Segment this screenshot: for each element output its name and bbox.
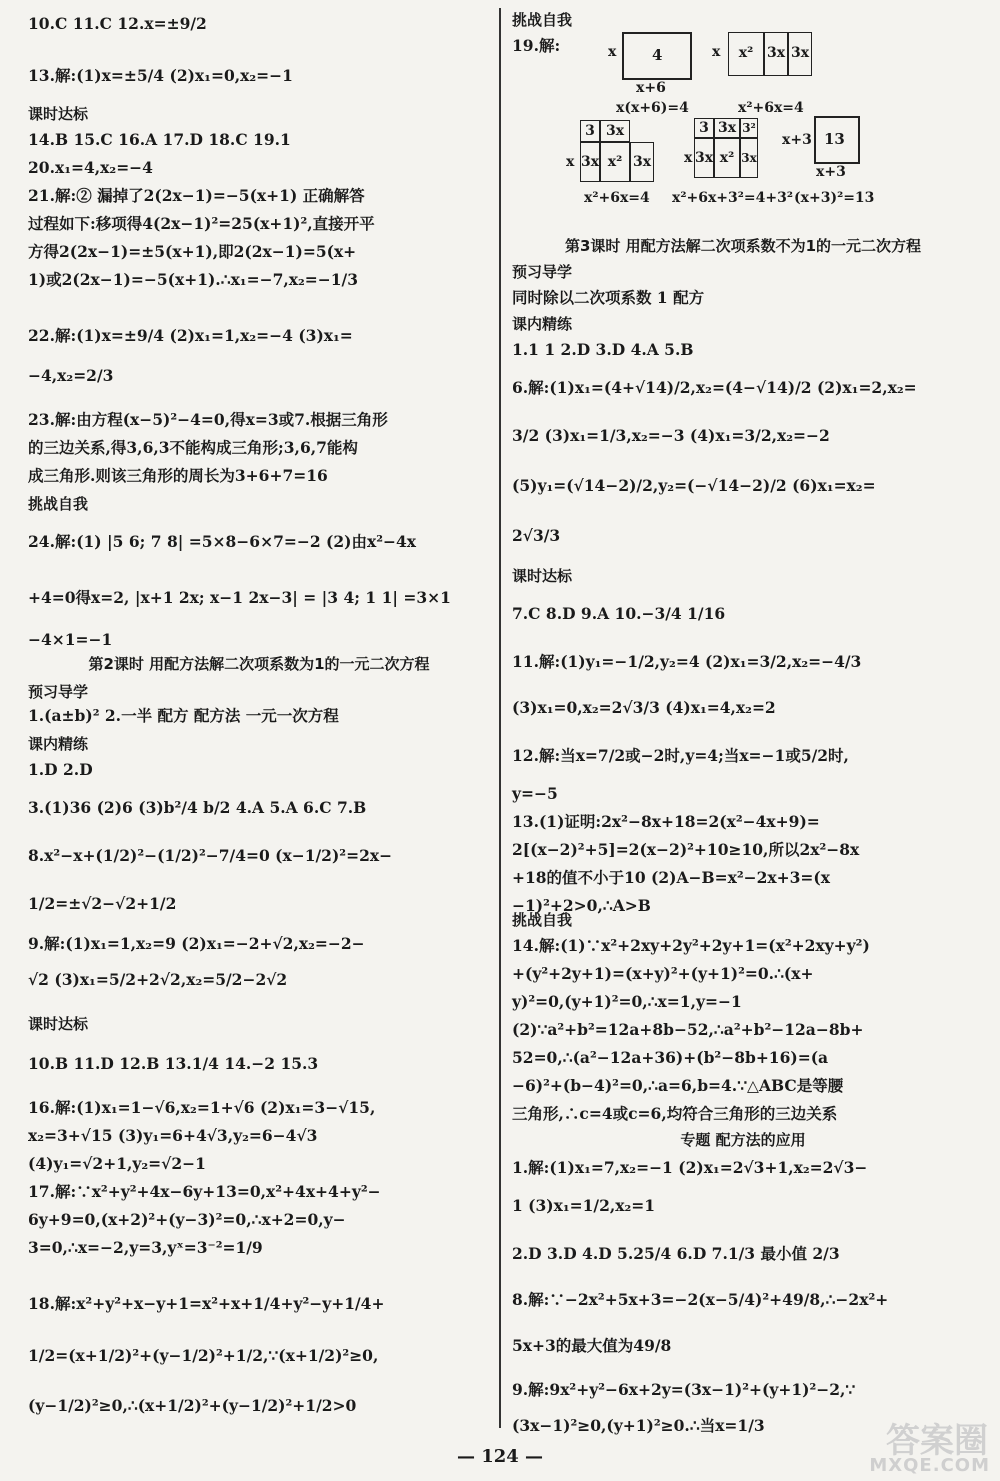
answer-line: 7.C 8.D 9.A 10.−3/4 1/16 xyxy=(512,604,726,623)
answer-line: 12.解:当x=7/2或−2时,y=4;当x=−1或5/2时, xyxy=(512,746,849,765)
answer-line: 13.(1)证明:2x²−8x+18=2(x²−4x+9)= xyxy=(512,812,820,831)
d5-area: 13 xyxy=(824,130,845,148)
answer-line: 14.B 15.C 16.A 17.D 18.C 19.1 xyxy=(28,130,291,149)
lesson-title: 第2课时 用配方法解二次项系数为1的一元二次方程 xyxy=(88,655,430,673)
answer-line: 成三角形.则该三角形的周长为3+6+7=16 xyxy=(28,466,328,485)
d3-side-label: x xyxy=(566,154,575,170)
answer-line: (3)x₁=0,x₂=2√3/3 (4)x₁=4,x₂=2 xyxy=(512,698,776,717)
section-heading: 预习导学 xyxy=(28,683,89,701)
d2-cell: 3x xyxy=(764,32,788,76)
answer-line: 24.解:(1) |5 6; 7 8| =5×8−6×7=−2 (2)由x²−4x xyxy=(28,532,416,551)
answer-line: y)²=0,(y+1)²=0,∴x=1,y=−1 xyxy=(512,992,742,1011)
d2-cell: 3x xyxy=(788,32,812,76)
section-heading: 课时达标 xyxy=(512,567,573,585)
answer-line: √2 (3)x₁=5/2+2√2,x₂=5/2−2√2 xyxy=(28,970,288,989)
answer-line: (y−1/2)²≥0,∴(x+1/2)²+(y−1/2)²+1/2>0 xyxy=(28,1396,357,1415)
answer-line: +(y²+2y+1)=(x+y)²+(y+1)²=0.∴(x+ xyxy=(512,964,814,983)
left-column xyxy=(28,0,490,1420)
answer-line: 1/2=(x+1/2)²+(y−1/2)²+1/2,∵(x+1/2)²≥0, xyxy=(28,1346,379,1365)
answer-line: 方得2(2x−1)=±5(x+1),即2(2x−1)=5(x+ xyxy=(28,242,357,261)
answer-line: (3x−1)²≥0,(y+1)²≥0.∴当x=1/3 xyxy=(512,1416,765,1435)
answer-line: (5)y₁=(√14−2)/2,y₂=(−√14−2)/2 (6)x₁=x₂= xyxy=(512,476,876,495)
answer-line: x₂=3+√15 (3)y₁=6+4√3,y₂=6−4√3 xyxy=(28,1126,318,1145)
d4-cell: 3² xyxy=(740,118,758,138)
answer-line: 6y+9=0,(x+2)²+(y−3)²=0,∴x+2=0,y− xyxy=(28,1210,346,1229)
d4-cell: 3x xyxy=(740,138,758,178)
lesson-title: 第3课时 用配方法解二次项系数不为1的一元二次方程 xyxy=(564,237,922,255)
answer-line: 20.x₁=4,x₂=−4 xyxy=(28,158,153,177)
answer-line: 10.B 11.D 12.B 13.1/4 14.−2 15.3 xyxy=(28,1054,319,1073)
answer-line: 6.解:(1)x₁=(4+√14)/2,x₂=(4−√14)/2 (2)x₁=2,x₂= xyxy=(512,378,917,397)
answer-line: 3/2 (3)x₁=1/3,x₂=−3 (4)x₁=3/2,x₂=−2 xyxy=(512,426,830,445)
answer-line: 3=0,∴x=−2,y=3,yˣ=3⁻²=1/9 xyxy=(28,1238,263,1257)
completing-square-diagrams xyxy=(512,30,974,230)
answer-line: 的三边关系,得3,6,3不能构成三角形;3,6,7能构 xyxy=(28,438,358,457)
answer-line: −6)²+(b−4)²=0,∴a=6,b=4.∵△ABC是等腰 xyxy=(512,1076,844,1095)
watermark-logo-text: 答案圈 xyxy=(886,1421,988,1461)
answer-line: 1.D 2.D xyxy=(28,760,93,779)
answer-line: 2[(x−2)²+5]=2(x−2)²+10≥10,所以2x²−8x xyxy=(512,840,860,859)
answer-line: 过程如下:移项得4(2x−1)²=25(x+1)²,直接开平 xyxy=(28,214,375,233)
section-heading: 课内精练 xyxy=(512,315,573,333)
section-heading: 挑战自我 xyxy=(512,911,573,929)
answer-line: (2)∵a²+b²=12a+8b−52,∴a²+b²−12a−8b+ xyxy=(512,1020,864,1039)
answer-line: 5x+3的最大值为49/8 xyxy=(512,1336,672,1355)
d4-cell: 3 xyxy=(694,118,714,138)
answer-line: 2√3/3 xyxy=(512,526,561,545)
d4-caption: x²+6x+3²=4+3² xyxy=(672,190,793,206)
d5-rect xyxy=(814,116,860,164)
d1-side-label: x xyxy=(608,44,617,60)
answer-line: 13.解:(1)x=±5/4 (2)x₁=0,x₂=−1 xyxy=(28,66,293,85)
d4-cell: x² xyxy=(714,138,740,178)
d5-caption: (x+3)²=13 xyxy=(794,190,875,206)
d5-side-label: x+3 xyxy=(782,132,812,148)
section-heading: 课内精练 xyxy=(28,735,89,753)
d1-bottom-label: x+6 xyxy=(636,80,666,96)
answer-line: 9.解:(1)x₁=1,x₂=9 (2)x₁=−2+√2,x₂=−2− xyxy=(28,934,365,953)
answer-line: 1.(a±b)² 2.一半 配方 配方法 一元一次方程 xyxy=(28,706,339,725)
answer-line: 1)或2(2x−1)=−5(x+1).∴x₁=−7,x₂=−1/3 xyxy=(28,270,358,289)
d3-caption: x²+6x=4 xyxy=(584,190,650,206)
section-heading: 课时达标 xyxy=(28,105,89,123)
answer-line: (4)y₁=√2+1,y₂=√2−1 xyxy=(28,1154,206,1173)
answer-line: 3.(1)36 (2)6 (3)b²/4 b/2 4.A 5.A 6.C 7.B xyxy=(28,798,367,817)
answer-line: 2.D 3.D 4.D 5.25/4 6.D 7.1/3 最小值 2/3 xyxy=(512,1244,840,1263)
answer-line: 16.解:(1)x₁=1−√6,x₂=1+√6 (2)x₁=3−√15, xyxy=(28,1098,376,1117)
d2-cell: x² xyxy=(728,32,764,76)
answer-line: 同时除以二次项系数 1 配方 xyxy=(512,288,705,307)
answer-line: +4=0得x=2, |x+1 2x; x−1 2x−3| = |3 4; 1 1| =3×1 xyxy=(28,588,451,607)
section-heading: 课时达标 xyxy=(28,1015,89,1033)
answer-line: 9.解:9x²+y²−6x+2y=(3x−1)²+(y+1)²−2,∵ xyxy=(512,1380,856,1399)
answer-line: 19.解: xyxy=(512,36,561,55)
answer-line: 18.解:x²+y²+x−y+1=x²+x+1/4+y²−y+1/4+ xyxy=(28,1294,385,1313)
d4-cell: 3x xyxy=(694,138,714,178)
d3-cell: 3x xyxy=(600,120,630,142)
answer-line: 8.解:∵−2x²+5x+3=−2(x−5/4)²+49/8,∴−2x²+ xyxy=(512,1290,889,1309)
d3-cell: 3x xyxy=(630,142,654,182)
d4-side-label: x xyxy=(684,150,693,166)
answer-line: −1)²+2>0,∴A>B xyxy=(512,896,651,915)
d3-cell: 3 xyxy=(580,120,600,142)
answer-line: 1.解:(1)x₁=7,x₂=−1 (2)x₁=2√3+1,x₂=2√3− xyxy=(512,1158,868,1177)
d1-caption: x(x+6)=4 xyxy=(616,100,689,116)
answer-line: 三角形,∴c=4或c=6,均符合三角形的三边关系 xyxy=(512,1104,838,1123)
answer-line: +18的值不小于10 (2)A−B=x²−2x+3=(x xyxy=(512,868,830,887)
answer-line: 52=0,∴(a²−12a+36)+(b²−8b+16)=(a xyxy=(512,1048,829,1067)
section-heading: 预习导学 xyxy=(512,263,573,281)
d1-area: 4 xyxy=(652,46,663,64)
answer-line: 21.解:② 漏掉了2(2x−1)=−5(x+1) 正确解答 xyxy=(28,186,365,205)
d2-caption: x²+6x=4 xyxy=(738,100,804,116)
section-heading: 挑战自我 xyxy=(512,11,573,29)
answer-line: 22.解:(1)x=±9/4 (2)x₁=1,x₂=−4 (3)x₁= xyxy=(28,326,353,345)
site-watermark xyxy=(830,1411,1000,1481)
answer-line: 1/2=±√2−√2+1/2 xyxy=(28,894,177,913)
answer-line: 1 (3)x₁=1/2,x₂=1 xyxy=(512,1196,656,1215)
answer-line: 23.解:由方程(x−5)²−4=0,得x=3或7.根据三角形 xyxy=(28,410,388,429)
d2-side-label: x xyxy=(712,44,721,60)
watermark-url: MXQE.COM xyxy=(869,1455,990,1476)
lesson-title: 专题 配方法的应用 xyxy=(680,1131,806,1149)
page-number: — 124 — xyxy=(456,1446,544,1467)
answer-line: 8.x²−x+(1/2)²−(1/2)²−7/4=0 (x−1/2)²=2x− xyxy=(28,846,393,865)
d3-cell: 3x xyxy=(580,142,600,182)
answer-line: 10.C 11.C 12.x=±9/2 xyxy=(28,14,207,33)
d3-cell: x² xyxy=(600,142,630,182)
section-heading: 挑战自我 xyxy=(28,495,89,513)
answer-line: y=−5 xyxy=(512,784,558,803)
answer-line: 1.1 1 2.D 3.D 4.A 5.B xyxy=(512,340,694,359)
column-divider xyxy=(499,8,501,1428)
answer-line: −4×1=−1 xyxy=(28,630,113,649)
answer-line: 17.解:∵x²+y²+4x−6y+13=0,x²+4x+4+y²− xyxy=(28,1182,381,1201)
answer-line: −4,x₂=2/3 xyxy=(28,366,114,385)
d5-bottom-label: x+3 xyxy=(816,164,846,180)
answer-line: 14.解:(1)∵x²+2xy+2y²+2y+1=(x²+2xy+y²) xyxy=(512,936,870,955)
d4-cell: 3x xyxy=(714,118,740,138)
right-column xyxy=(512,0,974,1435)
answer-line: 11.解:(1)y₁=−1/2,y₂=4 (2)x₁=3/2,x₂=−4/3 xyxy=(512,652,862,671)
